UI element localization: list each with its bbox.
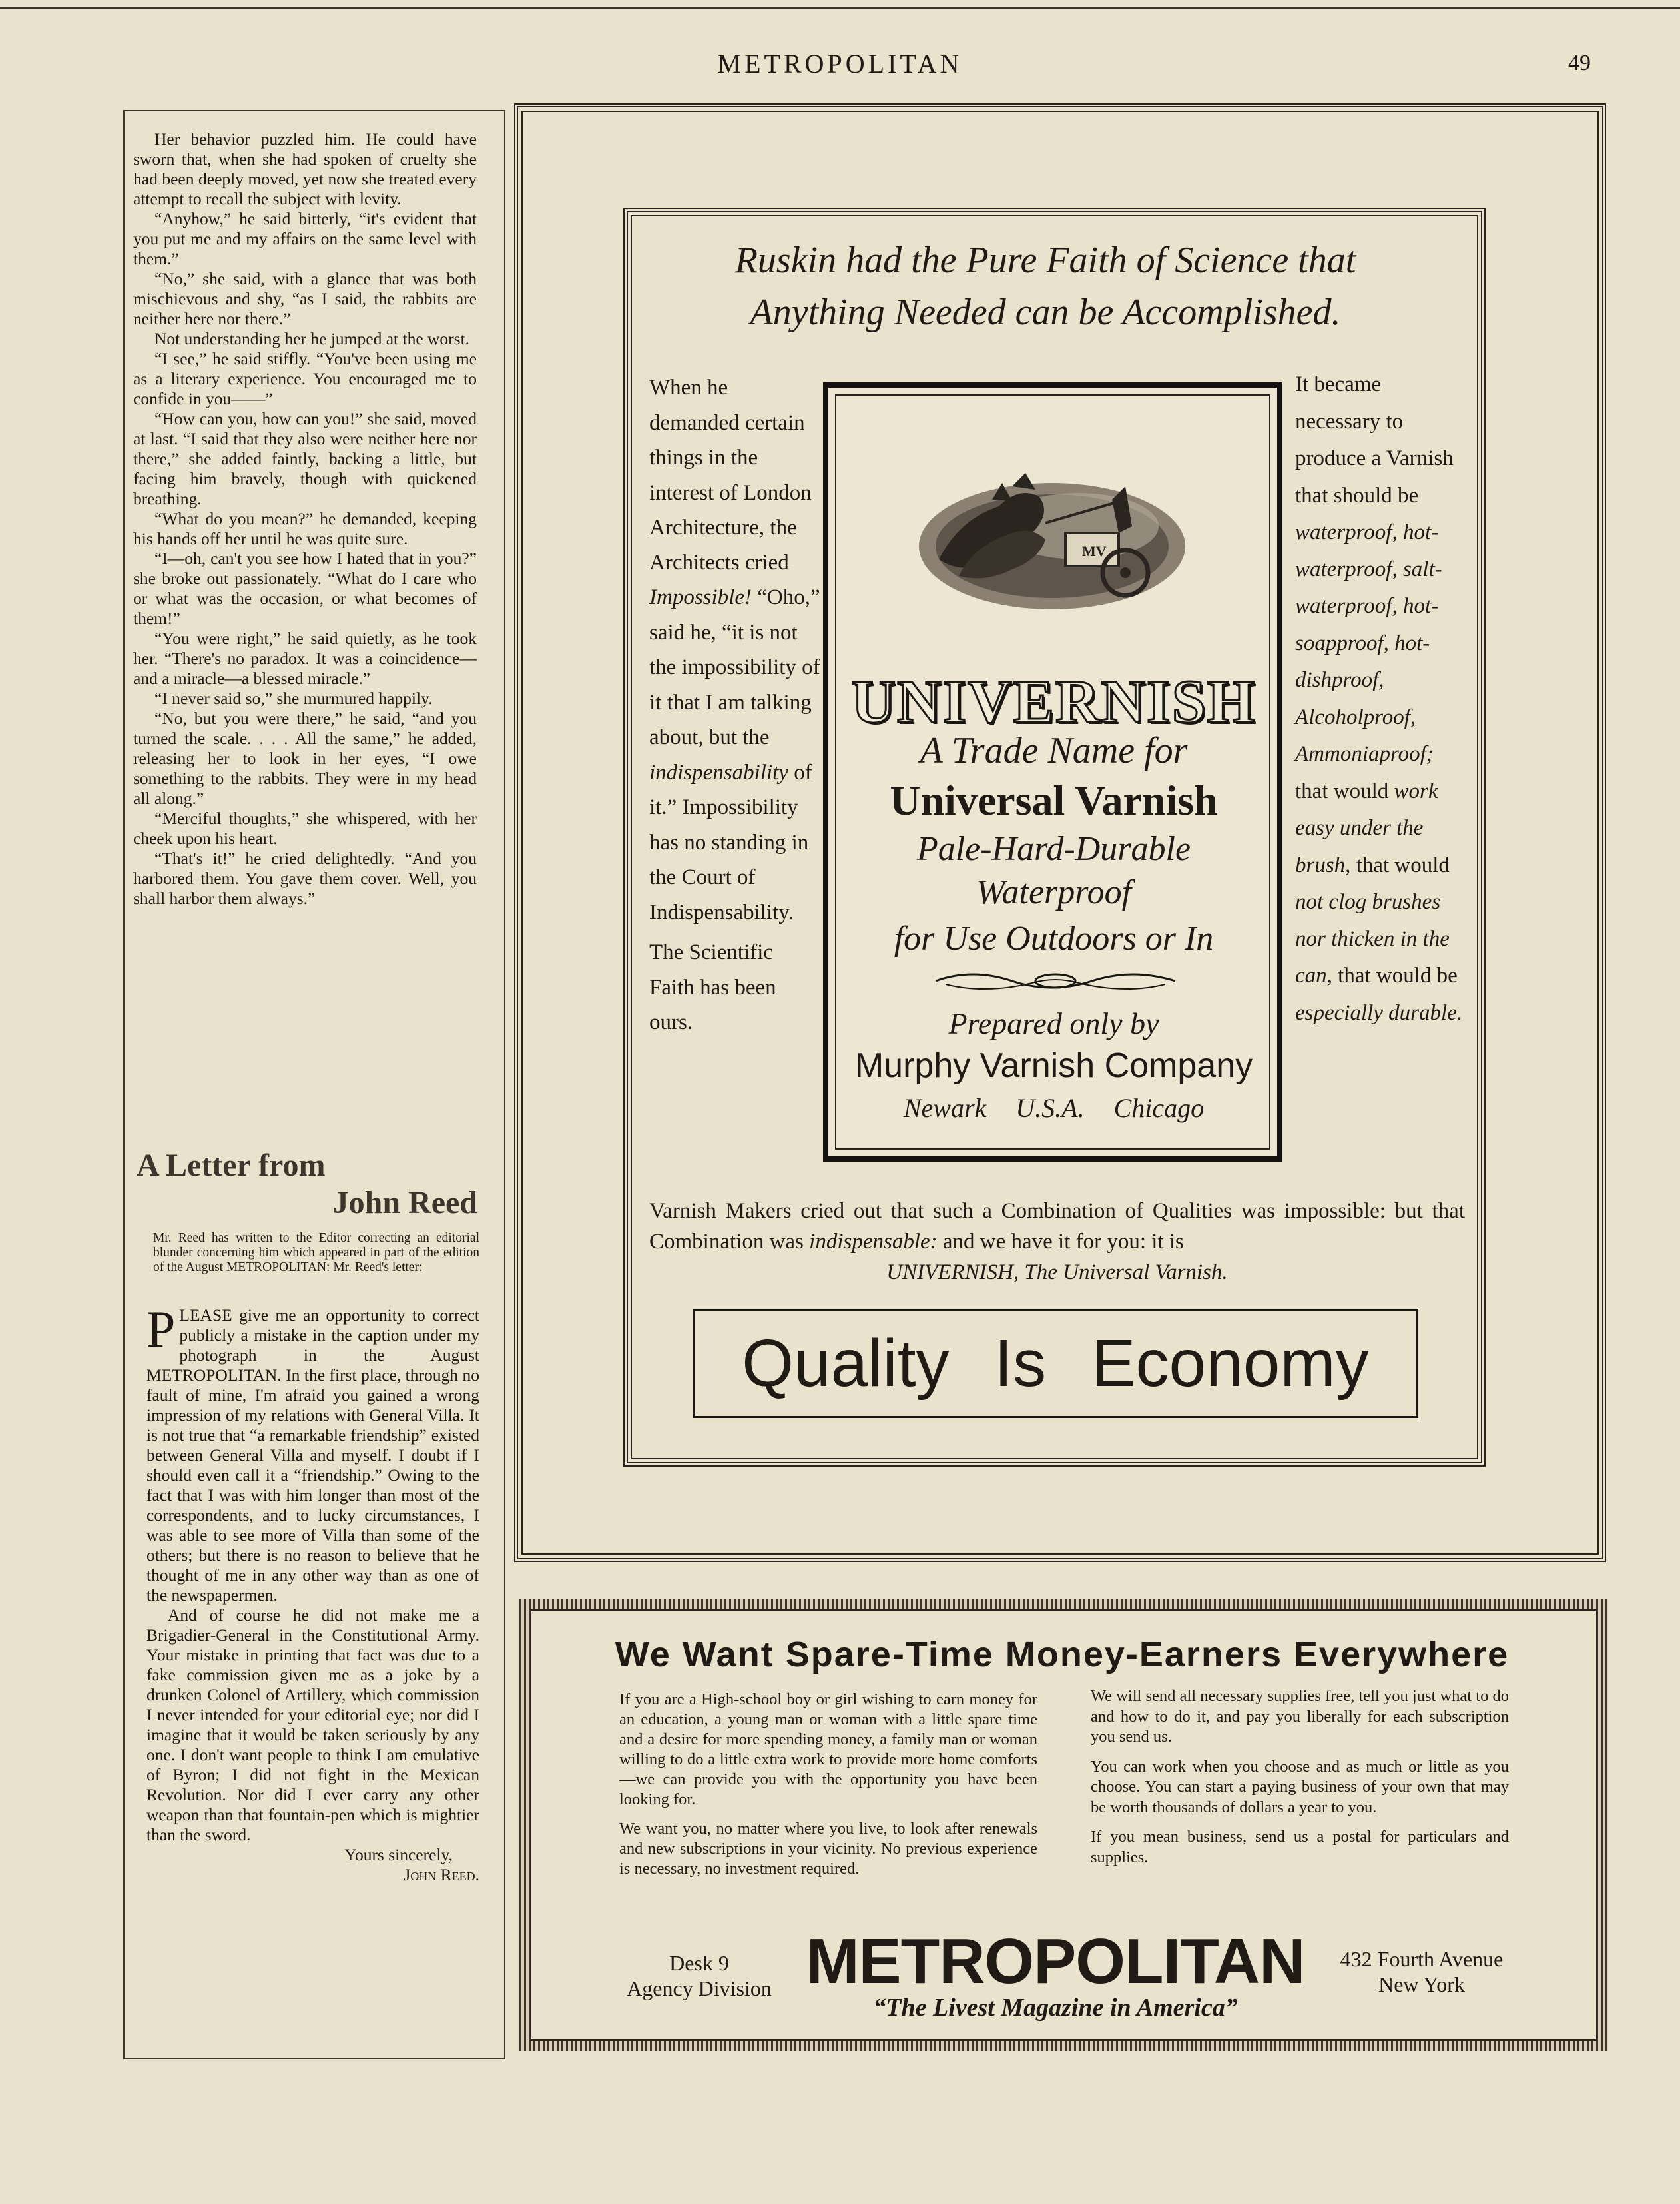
letter-paragraph [146, 1300, 479, 1605]
right-copy-text: that would [1356, 853, 1450, 877]
running-head: METROPOLITAN [717, 49, 963, 79]
story-paragraph: “I never said so,” she murmured happily. [154, 689, 433, 708]
universal-varnish: Universal Varnish [890, 777, 1218, 824]
page-top-edge [0, 7, 1680, 9]
varnish-bottom-copy [649, 1196, 1465, 1287]
trade-name-line: A Trade Name for [920, 730, 1188, 771]
metro-ad-paragraph: If you are a High-school boy or girl wishing to earn money for an education, a young man or woman with a little spare time and a desire for more spending money, a family man or woman willing to do a little extra work to provide more home comforts—we can provide you with the opportunity you have been looking for. [619, 1690, 1037, 1808]
story-paragraph: “No,” she said, with a glance that was both mischievous and shy, “as I said, the rabbits are neither here nor there.” [133, 269, 477, 328]
varnish-left-copy [649, 370, 822, 1040]
story-paragraph: Not understanding her he jumped at the worst. [154, 329, 470, 348]
bottom-copy-text: and we have it for you: it is [942, 1230, 1184, 1254]
right-copy-intro: It became necessary to produce a Varnish that should be [1295, 372, 1454, 508]
attributes-line: Pale-Hard-Durable [916, 830, 1191, 868]
impossible-word: Impossible! [649, 585, 752, 609]
desk-info [603, 1950, 796, 2001]
metro-ad-paragraph: We want you, no matter where you live, to look after renewals and new subscriptions in your vicinity. No previous experience is necessary, no investment required. [619, 1820, 1037, 1878]
letter-heading-line1: A Letter from [137, 1148, 326, 1183]
story-paragraph: “How can you, how can you!” she said, moved at last. “I said that they also were neither here nor there,” she added faintly, backing a little, but facing him bravely, though with quickened breathing. [133, 409, 477, 508]
letter-paragraph: And of course he did not make me a Brigadier-General in the Constitutional Army. Your mistake in printing that fact was due to a fake commission given me as a joke by a drunken Colonel of Artillery, which commission I never intended for your editorial eye; nor did I imagine that it would be taken seriously by any one. I don't want people to think I am emulative of Byron; I did not fight in the Mexican Revolution. Nor did I ever carry any other weapon than that fountain-pen which is mightier than the sword. [146, 1605, 479, 1844]
metropolitan-tagline: “The Livest Magazine in America” [873, 1994, 1238, 2021]
letter-closing: Yours sincerely, [344, 1845, 453, 1864]
story-paragraph: Her behavior puzzled him. He could have sworn that, when she had spoken of cruelty she had been deeply moved, yet now she treated every attempt to recall the subject with levity. [133, 129, 477, 208]
headline-line2: Anything Needed can be Accomplished. [750, 292, 1341, 333]
story-paragraph: “What do you mean?” he demanded, keeping his hands off her until he was quite sure. [133, 509, 477, 548]
metro-ad-paragraph: You can work when you choose and as much or little as you choose. You can start a paying business of your own that may be worth thousands of dollars a year to you. [1091, 1757, 1509, 1816]
story-text [133, 129, 477, 909]
univernish-brand: UNIVERNISH [851, 667, 1257, 735]
indispensability-word: indispensability [649, 760, 788, 785]
metro-ad-paragraph: If you mean business, send us a postal for particulars and supplies. [1091, 1828, 1509, 1866]
desk-number: Desk 9 [669, 1951, 729, 1975]
quality-item: Alcoholproof, [1295, 705, 1416, 729]
varnish-headline [659, 234, 1432, 338]
right-copy-italic: not clog brushes nor thicken in the can, [1295, 890, 1450, 988]
metro-address [1322, 1946, 1522, 1997]
right-copy-text: that would be [1338, 964, 1458, 988]
metro-ad-title: We Want Spare-Time Money-Earners Everywhere [615, 1635, 1510, 1674]
story-paragraph: “Anyhow,” he said bitterly, “it's evident that you put me and my affairs on the same level with them.” [133, 209, 477, 268]
city-chicago: Chicago [1113, 1093, 1205, 1123]
editor-note: Mr. Reed has written to the Editor correcting an editorial blunder concerning him which appeared in part of the edition of the August METROPOLITAN: Mr. Reed's letter: [153, 1231, 479, 1274]
headline-line1: Ruskin had the Pure Faith of Science that [734, 240, 1356, 281]
page-number: 49 [1568, 51, 1591, 75]
metro-ad-right-column [1091, 1686, 1509, 1877]
slogan: Quality Is Economy [742, 1326, 1369, 1401]
use-line: for Use Outdoors or In [894, 920, 1214, 958]
quality-item: hot-dishproof, [1295, 631, 1430, 692]
left-copy-final: The Scientific Faith has been ours. [649, 940, 776, 1034]
address-line2: New York [1378, 1972, 1465, 1996]
right-copy-italic: especially durable. [1295, 1000, 1463, 1025]
univernish-tagline: UNIVERNISH, The Universal Varnish. [886, 1260, 1228, 1284]
varnish-right-copy [1295, 366, 1468, 1032]
story-paragraph: “No, but you were there,” he said, “and you turned the scale. . . . All the same,” he added, releasing her to look in her eyes, “I owe something to the rabbits. They were in my head all along.” [133, 709, 477, 808]
quality-item: hot-soapproof, [1295, 594, 1439, 655]
left-copy-text: “Oho,” said he, “it is not the impossibility of it that I am talking about, but the [649, 585, 820, 749]
story-paragraph: “That's it!” he cried delightedly. “And you harbored them. You gave them cover. Well, you shall harbor them always.” [133, 849, 477, 908]
story-paragraph: “I see,” he said stiffly. “You've been using me as a literary experience. You encouraged me to confide in you——” [133, 349, 477, 408]
story-paragraph: “You were right,” he said quietly, as he took her. “There's no paradox. It was a coincidence—and a miracle—a blessed miracle.” [133, 629, 477, 688]
company-cities [839, 1092, 1268, 1124]
metro-ad-paragraph: We will send all necessary supplies free, tell you just what to do and how to do it, and pay you liberally for each subscription you send us. [1091, 1687, 1509, 1746]
story-paragraph: “I—oh, can't you see how I hated that in you?” she broke out passionately. “What do I care who or what was the occasion, or what becomes of them!” [133, 549, 477, 628]
metropolitan-logo: METROPOLITAN [806, 1926, 1305, 1997]
drop-cap: P [146, 1300, 176, 1358]
letter-heading [137, 1147, 477, 1222]
prepared-by: Prepared only by [948, 1006, 1159, 1040]
address-line1: 432 Fourth Avenue [1340, 1947, 1504, 1971]
left-copy-text: of it.” Impossibility has no standing in the Court of Indispensability. [649, 760, 812, 924]
left-copy-text: When he demanded certain things in the interest of London Architecture, the Architects cried [649, 376, 812, 575]
bottom-copy-text: Varnish Makers cried out that such a Combination of Qualities was impossible: but that Combination was [649, 1199, 1465, 1254]
metro-ad-left-column [619, 1690, 1037, 1888]
letter-signature: John Reed. [404, 1865, 479, 1884]
country: U.S.A. [1015, 1093, 1085, 1123]
city-newark: Newark [903, 1093, 987, 1123]
right-copy-italic: work easy under the brush, [1295, 779, 1438, 877]
svg-text:MV: MV [1082, 543, 1107, 559]
right-copy-text: that would [1295, 779, 1389, 803]
letter-body [146, 1300, 479, 1885]
letter-heading-line2: John Reed [332, 1185, 477, 1220]
quality-item: Ammoniaproof; [1295, 742, 1434, 766]
letter-first-text: LEASE give me an opportunity to correct publicly a mistake in the caption under my photograph in the August METROPOLITAN. In the first place, through no fault of mine, I'm afraid you gained a wrong impression of my relations with General Villa. It is not true that “a remarkable friendship” existed between General Villa and myself. I doubt if I should even call it a “friendship.” Owing to the fact that I was with him longer than most of the correspondents, and to lucky circumstances, I was able to see more of Villa than some of the others; but there is no reason to believe that he thought of me in any other way than as one of the newspapermen. [146, 1305, 479, 1605]
quality-item: salt-waterproof, [1295, 557, 1442, 618]
indispensable-word: indispensable: [809, 1230, 938, 1254]
quality-item: hot-waterproof, [1295, 520, 1439, 581]
company-name: Murphy Varnish Company [854, 1046, 1253, 1085]
agency-division: Agency Division [627, 1976, 772, 2000]
quality-item: waterproof, [1295, 520, 1398, 544]
flourish-ornament-icon [932, 964, 1179, 998]
chariot-engraving-icon [912, 460, 1192, 613]
waterproof-line: Waterproof [976, 873, 1132, 911]
story-paragraph: “Merciful thoughts,” she whispered, with her cheek upon his heart. [133, 809, 477, 848]
